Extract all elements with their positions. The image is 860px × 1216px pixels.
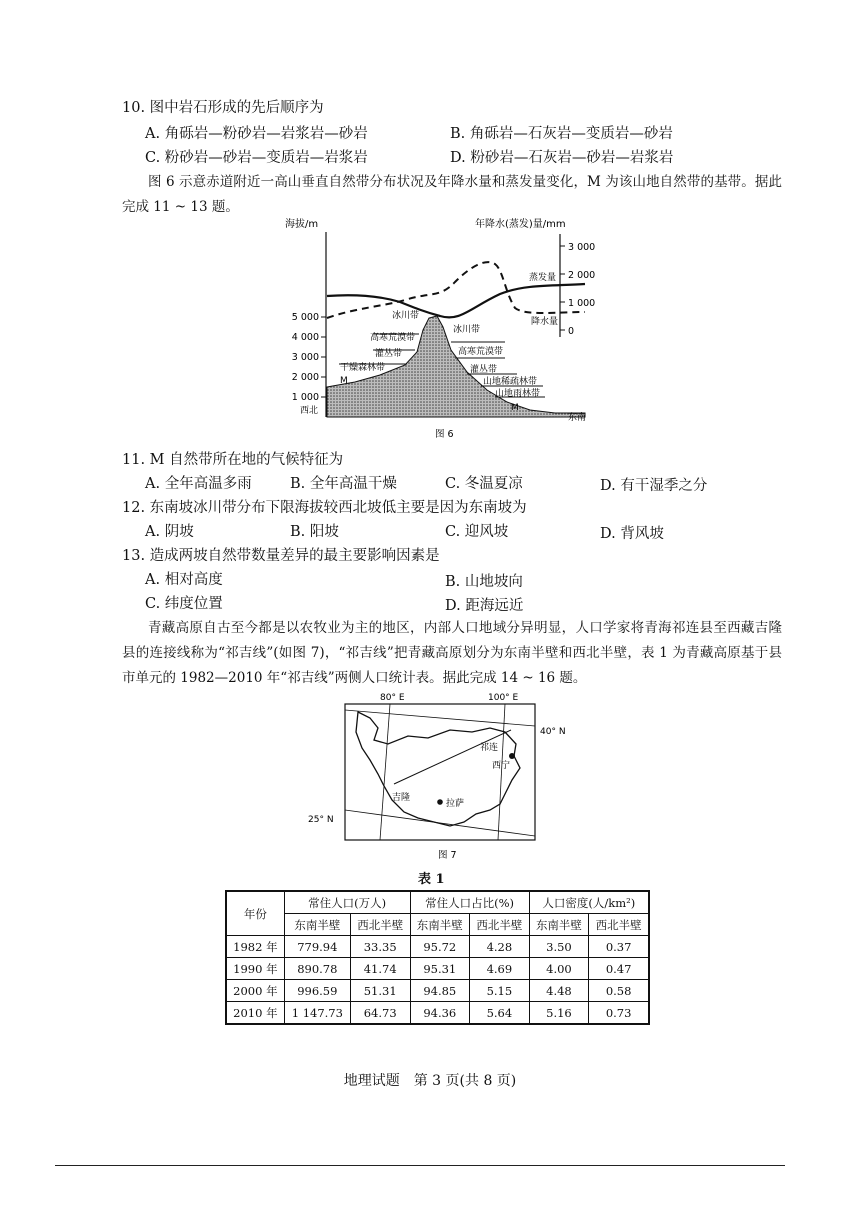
cell: 996.59 [284,980,350,1002]
right-tick-2000: 2 000 [568,270,596,281]
xining-dot [509,753,515,759]
label-glacier-nw: 冰川带 [392,311,420,321]
label-precipitation: 降水量 [531,317,559,327]
cell: 95.31 [410,958,470,980]
intro-paragraph-fig7: 青藏高原自古至今都是以农牧业为主的地区，内部人口地域分异明显，人口学家将青海祁连县至西藏吉隆县的连接线称为“祁吉线”(如图 7)，“祁吉线”把青藏高原划分为东南半壁和西北半壁，表 1 为青藏高原基于县市单元的 1982—2010 年“祁吉线”两侧人口统计表。据此完成 14 ~ 16 题。 [122,620,782,686]
q11-option-b: B. 全年高温干燥 [290,476,397,492]
cell: 3.50 [529,936,589,958]
cell: 64.73 [350,1002,410,1025]
cell: 4.00 [529,958,589,980]
subheader-se-1: 东南半壁 [284,914,350,936]
bottom-rule [55,1165,785,1166]
q13-option-a: A. 相对高度 [145,572,223,588]
label-rain-se: 山地雨林带 [495,389,541,399]
cell: 2010 年 [226,1002,284,1025]
label-qilian: 祁连 [480,743,499,753]
cell: 779.94 [284,936,350,958]
evaporation-curve [327,284,585,317]
lat-25n: 25° N [308,815,334,825]
table-row [226,958,649,980]
cell: 0.73 [589,1002,649,1025]
q11-stem: 11. M 自然带所在地的气候特征为 [122,452,344,468]
header-share: 常住人口占比(%) [410,891,529,914]
intro-paragraph-fig6: 图 6 示意赤道附近一高山垂直自然带分布状况及年降水量和蒸发量变化，M 为该山地自然带的基带。据此完成 11 ~ 13 题。 [122,174,782,215]
lhasa-dot [437,799,443,805]
header-density: 人口密度(人/km²) [529,891,649,914]
table-row [226,1002,649,1025]
q13-option-b: B. 山地坡向 [445,574,523,590]
right-tick-0: 0 [568,326,575,337]
label-desert-nw: 高寒荒漠带 [370,333,416,343]
q10-option-d: D. 粉砂岩—石灰岩—砂岩—岩浆岩 [450,150,674,166]
figure-7-caption: 图 7 [438,850,457,861]
right-tick-3000: 3 000 [568,242,596,253]
cell: 1 147.73 [284,1002,350,1025]
q10-option-b: B. 角砾岩—石灰岩—变质岩—砂岩 [450,126,673,142]
cell: 5.64 [470,1002,530,1025]
table-row [226,936,649,958]
label-jilong: 吉隆 [392,793,411,803]
label-m-nw: M [340,376,348,386]
q13-stem: 13. 造成两坡自然带数量差异的最主要影响因素是 [122,548,440,564]
left-tick-5000: 5 000 [291,312,319,323]
label-shrub-se: 灌丛带 [470,365,498,375]
cell: 94.36 [410,1002,470,1025]
label-desert-se: 高寒荒漠带 [458,347,504,357]
cell: 95.72 [410,936,470,958]
subheader-nw-3: 西北半壁 [589,914,649,936]
q11-option-a: A. 全年高温多雨 [145,476,252,492]
label-forest-nw: 干燥森林带 [340,363,386,373]
cell: 0.47 [589,958,649,980]
subheader-se-2: 东南半壁 [410,914,470,936]
figure-6-caption: 图 6 [435,429,454,440]
left-axis-title: 海拔/m [285,219,319,230]
figure-7-map [300,688,590,863]
label-xining: 西宁 [492,761,511,771]
label-shrub-nw: 灌丛带 [375,349,403,359]
left-tick-1000: 1 000 [291,392,319,403]
map-frame [345,704,535,840]
cell: 2000 年 [226,980,284,1002]
q12-stem: 12. 东南坡冰川带分布下限海拔较西北坡低主要是因为东南坡为 [122,500,527,516]
label-evaporation: 蒸发量 [529,273,557,283]
cell: 94.85 [410,980,470,1002]
table-row [226,980,649,1002]
label-southeast: 东南 [568,413,587,423]
left-tick-3000: 3 000 [291,352,319,363]
label-lhasa: 拉萨 [446,799,465,809]
q13-option-d: D. 距海远近 [445,598,524,614]
cell: 0.58 [589,980,649,1002]
cell: 4.28 [470,936,530,958]
header-population: 常住人口(万人) [284,891,410,914]
cell: 0.37 [589,936,649,958]
cell: 890.78 [284,958,350,980]
lon-80e: 80° E [380,693,405,703]
subheader-nw-2: 西北半壁 [470,914,530,936]
page-footer: 地理试题 第 3 页(共 8 页) [343,1073,517,1089]
label-northwest: 西北 [300,406,319,416]
precipitation-curve [327,262,585,318]
cell: 33.35 [350,936,410,958]
subheader-nw-1: 西北半壁 [350,914,410,936]
header-year: 年份 [226,891,284,936]
lon-100e: 100° E [488,693,519,703]
q11-option-c: C. 冬温夏凉 [445,476,523,492]
right-tick-1000: 1 000 [568,298,596,309]
q10-option-c: C. 粉砂岩—砂岩—变质岩—岩浆岩 [145,150,368,166]
q12-option-c: C. 迎风坡 [445,524,509,540]
cell: 5.15 [470,980,530,1002]
subheader-se-3: 东南半壁 [529,914,589,936]
label-glacier-se: 冰川带 [453,325,481,335]
population-table [225,890,650,1025]
lat-40n: 40° N [540,727,566,737]
right-axis-title: 年降水(蒸发)量/mm [475,219,566,230]
label-sparse-se: 山地稀疏林带 [483,377,538,387]
q12-option-a: A. 阴坡 [145,524,194,540]
figure-6-diagram [255,212,600,442]
cell: 4.69 [470,958,530,980]
qiji-line [394,730,511,784]
table-1-title: 表 1 [418,872,445,887]
cell: 1990 年 [226,958,284,980]
cell: 41.74 [350,958,410,980]
cell: 1982 年 [226,936,284,958]
label-m-se: M [511,403,519,413]
q11-option-d: D. 有干湿季之分 [600,478,708,494]
q10-stem: 10. 图中岩石形成的先后顺序为 [122,100,324,116]
left-tick-2000: 2 000 [291,372,319,383]
cell: 5.16 [529,1002,589,1025]
q12-option-d: D. 背风坡 [600,526,664,542]
left-tick-4000: 4 000 [291,332,319,343]
q10-option-a: A. 角砾岩—粉砂岩—岩浆岩—砂岩 [145,126,368,142]
q13-option-c: C. 纬度位置 [145,596,223,612]
cell: 4.48 [529,980,589,1002]
q12-option-b: B. 阳坡 [290,524,339,540]
cell: 51.31 [350,980,410,1002]
